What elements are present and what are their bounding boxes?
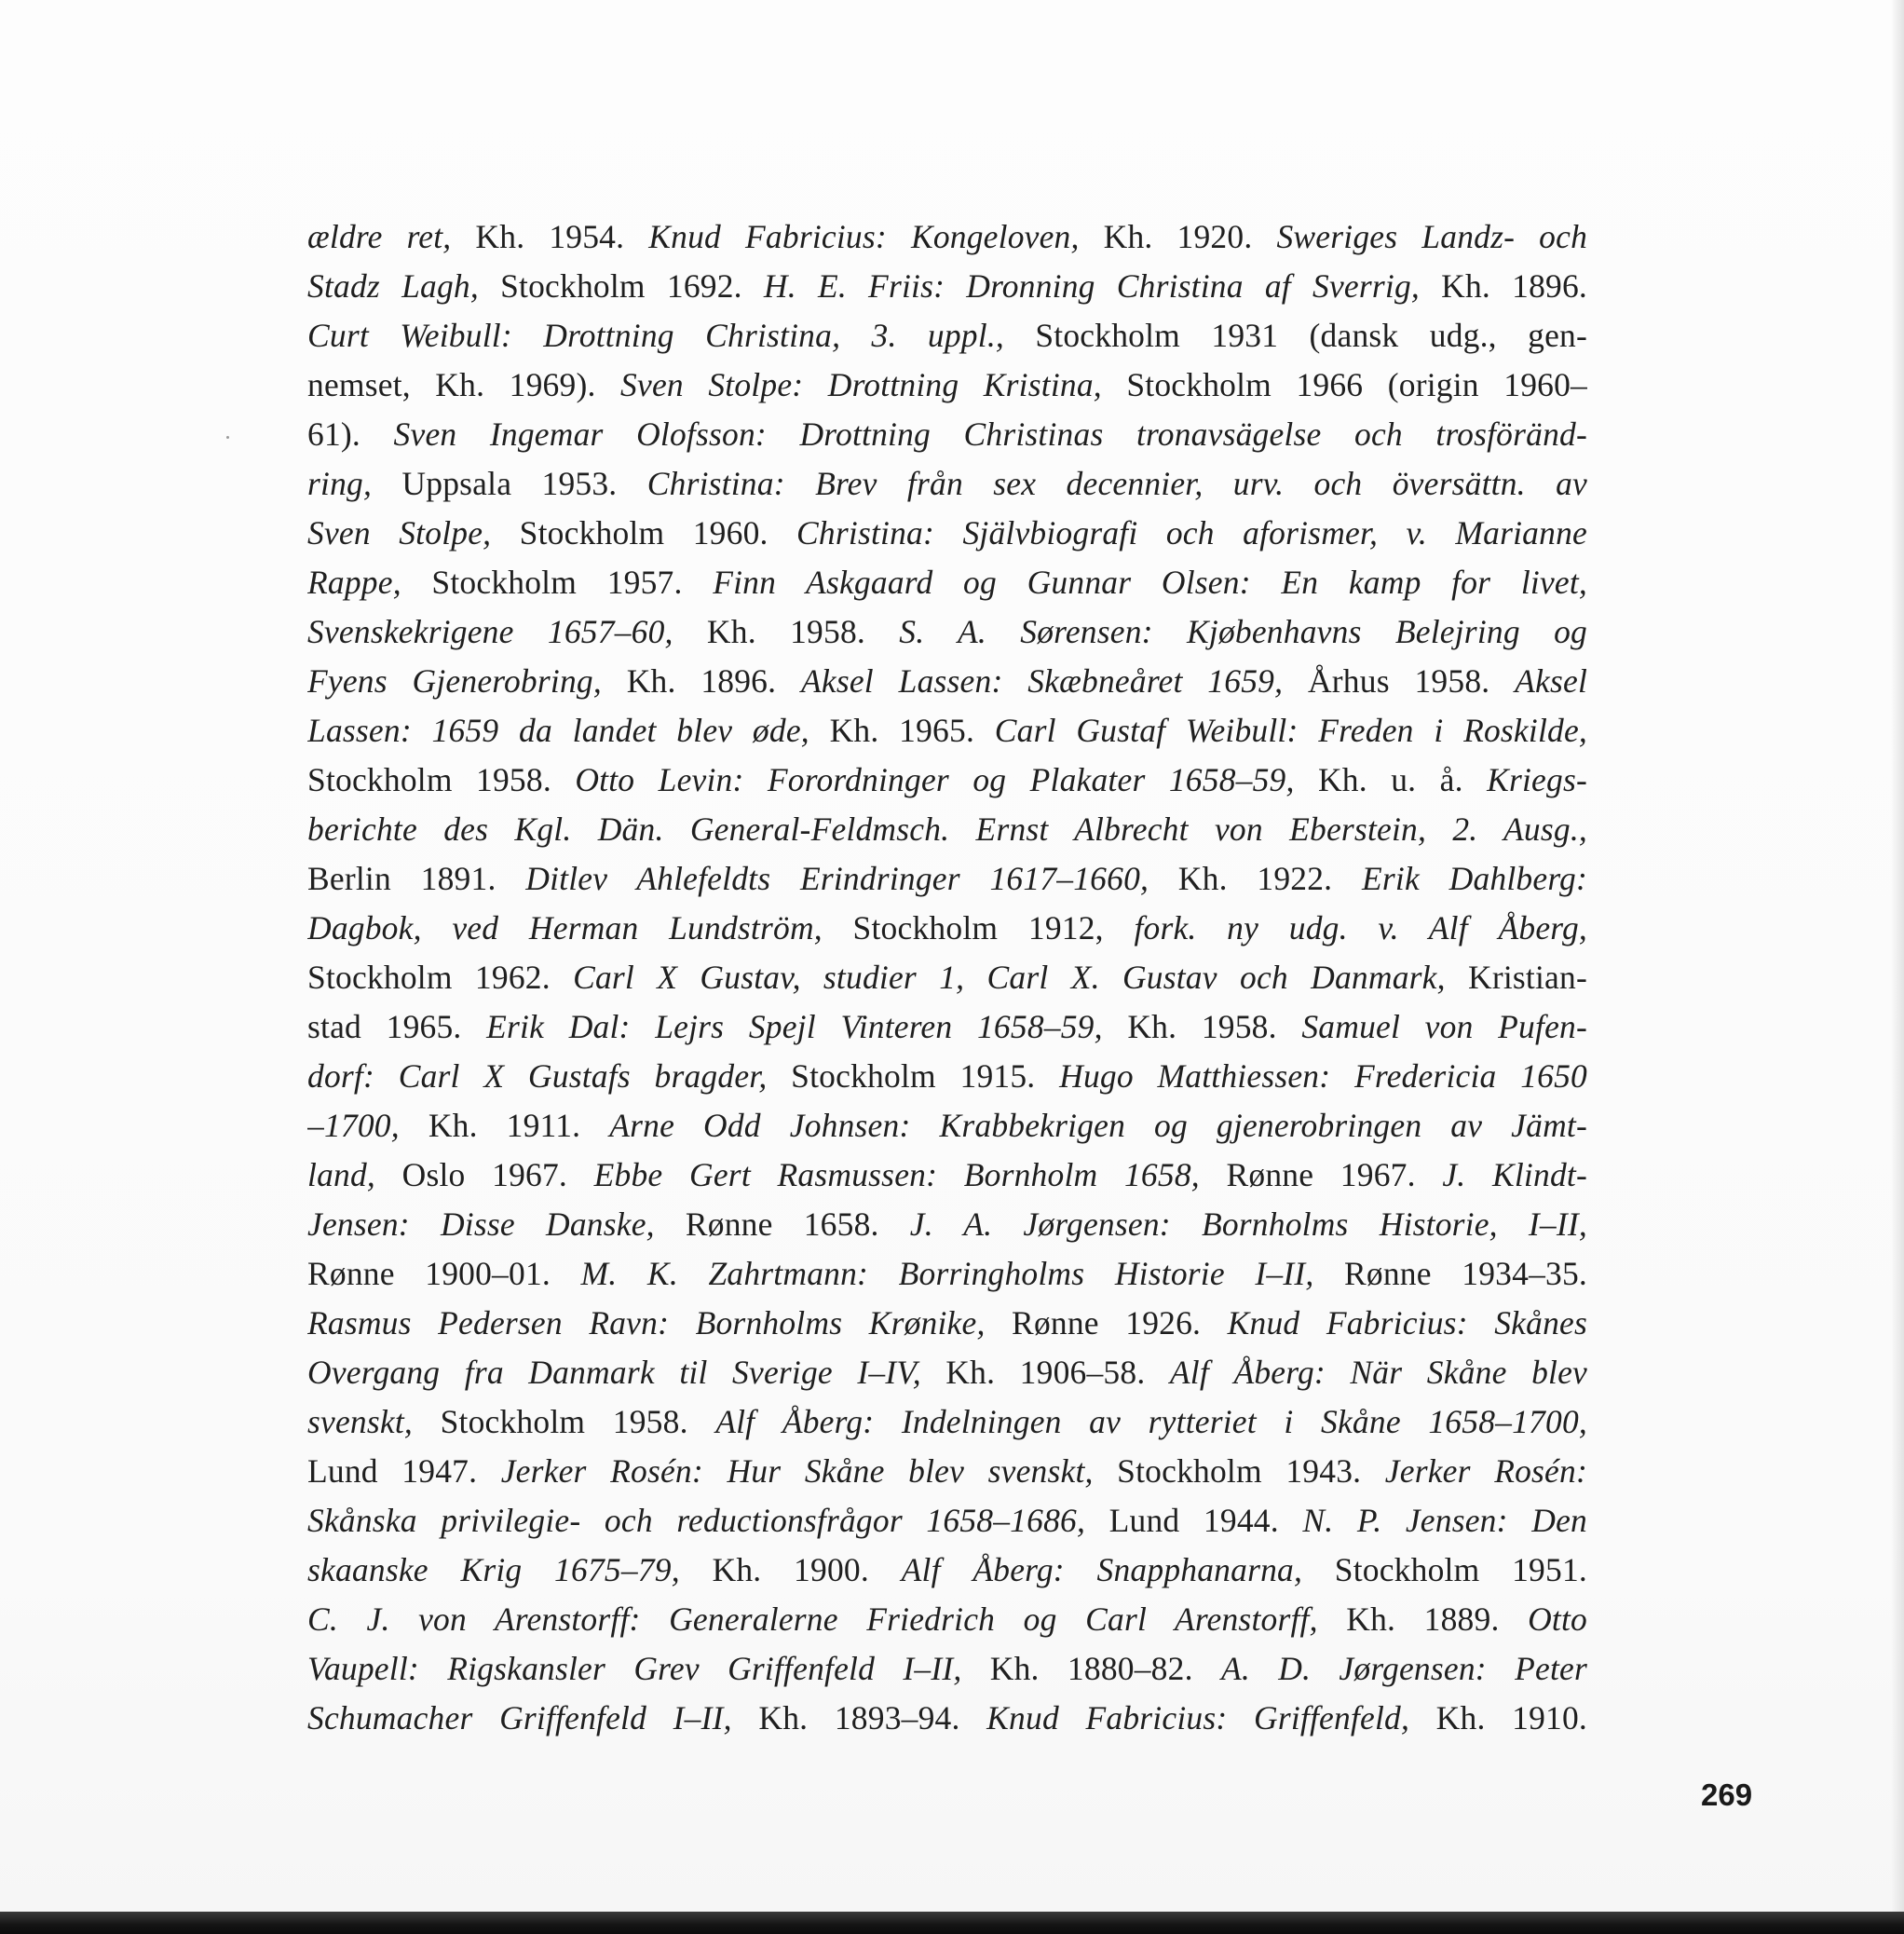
italic-segment: Knud Fabricius: Griffenfeld,	[986, 1699, 1410, 1737]
roman-segment: Kh. 1880–82.	[961, 1650, 1221, 1687]
text-line	[307, 311, 1587, 361]
italic-segment: ring,	[307, 465, 373, 502]
italic-segment: Finn Askgaard og Gunnar Olsen: En kamp for livet,	[713, 564, 1587, 601]
roman-segment: Stockholm 1966 (origin 1960–	[1101, 366, 1587, 403]
text-line	[307, 212, 1587, 262]
roman-segment: 61).	[307, 415, 394, 453]
text-line	[307, 1595, 1587, 1644]
text-line	[307, 558, 1587, 607]
roman-segment: Kh. 1896.	[601, 662, 801, 700]
text-line	[307, 805, 1587, 854]
italic-segment: Arne Odd Johnsen: Krabbekrigen og gjenerobringen av Jämt-	[609, 1107, 1587, 1144]
roman-segment: Stockholm 1958.	[307, 761, 576, 798]
italic-segment: Skånska privilegie- och reductionsfrågor 1658–1686,	[307, 1502, 1086, 1539]
roman-segment: stad 1965.	[307, 1008, 487, 1045]
italic-segment: svenskt,	[307, 1403, 413, 1440]
text-line	[307, 1200, 1587, 1249]
italic-segment: skaanske Krig 1675–79,	[307, 1551, 680, 1588]
italic-segment: J. Klindt-	[1442, 1156, 1587, 1193]
page-bottom-edge	[0, 1912, 1904, 1934]
text-line	[307, 1101, 1587, 1151]
italic-segment: Christina: Brev från sex decennier, urv. och översättn. av	[646, 465, 1587, 502]
italic-segment: Sven Stolpe,	[307, 514, 492, 552]
italic-segment: Hugo Matthiessen: Fredericia 1650	[1059, 1057, 1587, 1095]
italic-segment: Otto	[1528, 1600, 1587, 1638]
italic-segment: Sven Stolpe: Drottning Kristina,	[620, 366, 1102, 403]
italic-segment: A. D. Jørgensen: Peter	[1220, 1650, 1587, 1687]
italic-segment: Aksel	[1515, 662, 1587, 700]
roman-segment: Kristian-	[1445, 959, 1587, 996]
roman-segment: Stockholm 1931 (dansk udg., gen-	[1003, 317, 1587, 354]
italic-segment: Schumacher Griffenfeld I–II,	[307, 1699, 732, 1737]
italic-segment: Alf Åberg: Snapphanarna,	[901, 1551, 1303, 1588]
roman-segment: Kh. 1920.	[1079, 218, 1277, 255]
page-number: 269	[1701, 1777, 1753, 1812]
italic-segment: Jerker Rosén: Hur Skåne blev svenskt,	[500, 1452, 1094, 1490]
italic-segment: Alf Åberg: När Skåne blev	[1169, 1354, 1587, 1391]
roman-segment: Rønne 1967.	[1199, 1156, 1443, 1193]
roman-segment: Lund 1944.	[1085, 1502, 1303, 1539]
italic-segment: Vaupell: Rigskansler Grev Griffenfeld I–II,	[307, 1650, 962, 1687]
italic-segment: Erik Dahlberg:	[1361, 860, 1587, 897]
italic-segment: Erik Dal: Lejrs Spejl Vinteren 1658–59,	[486, 1008, 1103, 1045]
text-line	[307, 1052, 1587, 1101]
roman-segment: Stockholm 1951.	[1302, 1551, 1587, 1588]
roman-segment: Stockholm 1958.	[413, 1403, 716, 1440]
italic-segment: Lassen: 1659 da landet blev øde,	[307, 712, 809, 749]
roman-segment: Kh. 1911.	[399, 1107, 610, 1144]
text-line	[307, 854, 1587, 904]
italic-segment: Aksel Lassen: Skæbneåret 1659,	[800, 662, 1284, 700]
italic-segment: Sweriges Landz- och	[1276, 218, 1587, 255]
italic-segment: H. E. Friis: Dronning Christina af Sverrig,	[763, 267, 1420, 305]
roman-segment: Kh. 1922.	[1149, 860, 1362, 897]
text-line	[307, 953, 1587, 1002]
text-line	[307, 756, 1587, 805]
italic-segment: Christina: Självbiografi och aforismer, v. Marianne	[796, 514, 1587, 552]
italic-segment: Stadz Lagh,	[307, 267, 479, 305]
roman-segment: Rønne 1900–01.	[307, 1255, 581, 1292]
italic-segment: S. A. Sørensen: Kjøbenhavns Belejring og	[899, 613, 1587, 650]
text-line	[307, 1249, 1587, 1299]
text-line	[307, 1299, 1587, 1348]
text-line	[307, 1002, 1587, 1052]
text-line	[307, 459, 1587, 509]
roman-segment: Kh. 1893–94.	[731, 1699, 987, 1737]
roman-segment: Kh. 1906–58.	[920, 1354, 1170, 1391]
roman-segment: Stockholm 1915.	[767, 1057, 1060, 1095]
roman-segment: Uppsala 1953.	[372, 465, 647, 502]
italic-segment: Svenskekrigene 1657–60,	[307, 613, 673, 650]
italic-segment: Kriegs-	[1487, 761, 1587, 798]
italic-segment: Carl X Gustav, studier 1, Carl X. Gustav och Danmark,	[573, 959, 1446, 996]
text-line	[307, 1397, 1587, 1447]
italic-segment: Knud Fabricius: Skånes	[1227, 1304, 1587, 1342]
italic-segment: Otto Levin: Forordninger og Plakater 1658–59,	[575, 761, 1295, 798]
roman-segment: Rønne 1926.	[985, 1304, 1228, 1342]
italic-segment: Jerker Rosén:	[1384, 1452, 1587, 1490]
margin-speck	[226, 436, 229, 439]
roman-segment: Stockholm 1960.	[491, 514, 797, 552]
roman-segment: Kh. 1896.	[1419, 267, 1587, 305]
roman-segment: Kh. 1910.	[1409, 1699, 1587, 1737]
italic-segment: J. A. Jørgensen: Bornholms Historie, I–II,	[909, 1205, 1587, 1243]
roman-segment: nemset, Kh. 1969).	[307, 366, 621, 403]
roman-segment: Rønne 1934–35.	[1313, 1255, 1587, 1292]
text-line	[307, 1546, 1587, 1595]
italic-segment: N. P. Jensen: Den	[1302, 1502, 1587, 1539]
italic-segment: Rasmus Pedersen Ravn: Bornholms Krønike,	[307, 1304, 986, 1342]
italic-segment: ældre ret,	[307, 218, 452, 255]
page-edge-shadow	[1891, 0, 1904, 1912]
roman-segment: Stockholm 1692.	[478, 267, 764, 305]
text-line	[307, 657, 1587, 706]
italic-segment: dorf: Carl X Gustafs bragder,	[307, 1057, 768, 1095]
roman-segment: Oslo 1967.	[375, 1156, 594, 1193]
italic-segment: Rappe,	[307, 564, 401, 601]
text-line	[307, 1348, 1587, 1397]
italic-segment: fork. ny udg. v. Alf Åberg,	[1134, 909, 1587, 947]
roman-segment: Kh. u. å.	[1294, 761, 1488, 798]
text-line	[307, 1644, 1587, 1694]
roman-segment: Kh. 1958.	[1102, 1008, 1302, 1045]
italic-segment: M. K. Zahrtmann: Borringholms Historie I–II,	[580, 1255, 1314, 1292]
italic-segment: Fyens Gjenerobring,	[307, 662, 602, 700]
italic-segment: Carl Gustaf Weibull: Freden i Roskilde,	[994, 712, 1587, 749]
text-line	[307, 1694, 1587, 1743]
roman-segment: Stockholm 1957.	[401, 564, 714, 601]
roman-segment: Kh. 1958.	[673, 613, 900, 650]
italic-segment: Samuel von Pufen-	[1301, 1008, 1587, 1045]
roman-segment: Stockholm 1962.	[307, 959, 574, 996]
text-line	[307, 1496, 1587, 1546]
bibliography-text	[307, 212, 1587, 1743]
italic-segment: Curt Weibull: Drottning Christina, 3. uppl.,	[307, 317, 1004, 354]
roman-segment: Stockholm 1912,	[822, 909, 1135, 947]
italic-segment: land,	[307, 1156, 375, 1193]
roman-segment: Lund 1947.	[307, 1452, 501, 1490]
italic-segment: Knud Fabricius: Kongeloven,	[648, 218, 1080, 255]
text-line	[307, 1151, 1587, 1200]
roman-segment: Kh. 1889.	[1317, 1600, 1529, 1638]
text-line	[307, 262, 1587, 311]
roman-segment: Stockholm 1943.	[1093, 1452, 1385, 1490]
italic-segment: Jensen: Disse Danske,	[307, 1205, 655, 1243]
roman-segment: Kh. 1954.	[451, 218, 649, 255]
italic-segment: Overgang fra Danmark til Sverige I–IV,	[307, 1354, 921, 1391]
text-line	[307, 607, 1587, 657]
italic-segment: Ebbe Gert Rasmussen: Bornholm 1658,	[593, 1156, 1200, 1193]
italic-segment: berichte des Kgl. Dän. General-Feldmsch. Ernst Albrecht von Eberstein, 2. Ausg.,	[307, 810, 1587, 848]
italic-segment: Ditlev Ahlefeldts Erindringer 1617–1660,	[525, 860, 1149, 897]
roman-segment: Århus 1958.	[1283, 662, 1516, 700]
text-line	[307, 706, 1587, 756]
italic-segment: Alf Åberg: Indelningen av rytteriet i Skåne 1658–1700,	[715, 1403, 1587, 1440]
roman-segment: Kh. 1900.	[679, 1551, 902, 1588]
text-line	[307, 904, 1587, 953]
italic-segment: Dagbok, ved Herman Lundström,	[307, 909, 823, 947]
italic-segment: –1700,	[307, 1107, 400, 1144]
italic-segment: C. J. von Arenstorff: Generalerne Friedrich og Carl Arenstorff,	[307, 1600, 1318, 1638]
italic-segment: Sven Ingemar Olofsson: Drottning Christinas tronavsägelse och trosföränd-	[393, 415, 1587, 453]
text-line	[307, 1447, 1587, 1496]
roman-segment: Kh. 1965.	[809, 712, 995, 749]
text-line	[307, 410, 1587, 459]
text-line	[307, 361, 1587, 410]
text-line	[307, 509, 1587, 558]
roman-segment: Rønne 1658.	[654, 1205, 910, 1243]
roman-segment: Berlin 1891.	[307, 860, 526, 897]
